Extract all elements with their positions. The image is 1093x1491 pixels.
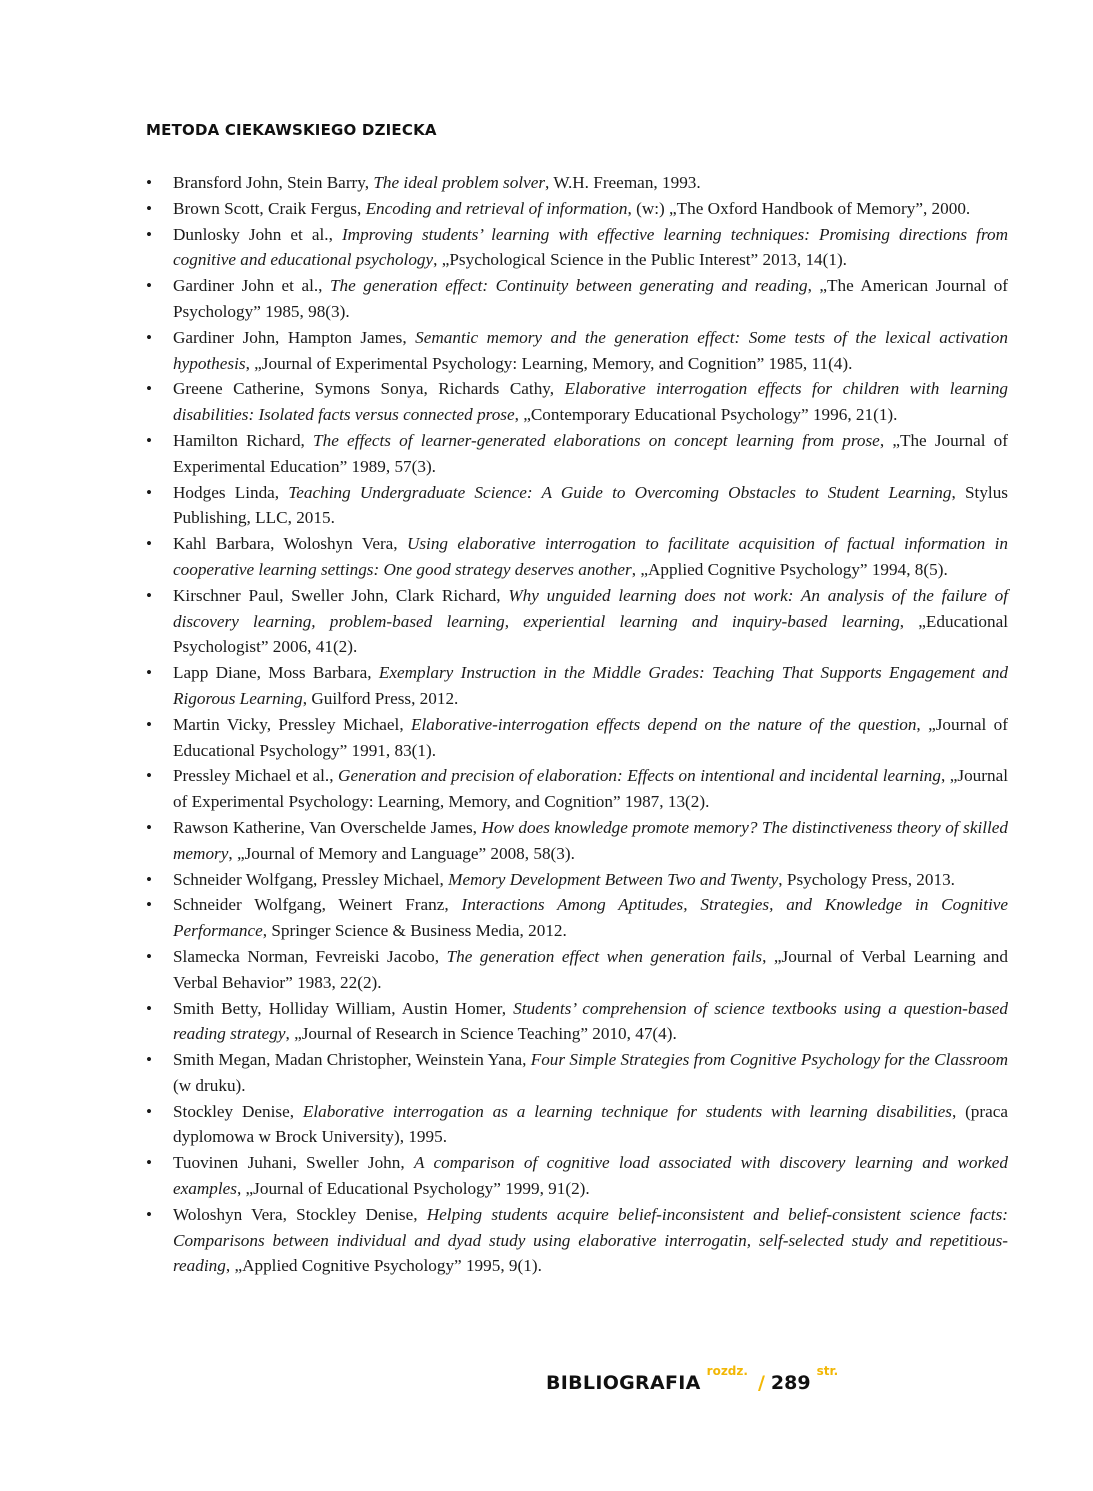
entry-authors: Hamilton Richard, xyxy=(173,430,314,450)
entry-authors: Slamecka Norman, Fevreiski Jacobo, xyxy=(173,946,447,966)
entry-title: The generation effect: Continuity between generating and reading xyxy=(329,276,808,296)
entry-publication: , „Journal of Experimental Psychology: Learning, Memory, and Cognition” 1985, 11(4). xyxy=(245,353,853,373)
bullet-icon: • xyxy=(146,173,153,192)
bibliography-entry xyxy=(146,660,1008,712)
entry-authors: Pressley Michael et al., xyxy=(173,766,339,786)
entry-title: Memory Development Between Two and Twenty xyxy=(448,869,779,889)
footer-label: BIBLIOGRAFIA xyxy=(546,1372,701,1394)
entry-publication: , Springer Science & Business Media, 2012. xyxy=(262,921,567,941)
bibliography-entry xyxy=(146,944,1008,996)
entry-authors: Stockley Denise, xyxy=(173,1101,303,1121)
bibliography-entry xyxy=(146,196,1008,222)
entry-authors: Hodges Linda, xyxy=(173,482,289,502)
bullet-icon: • xyxy=(146,869,153,889)
entry-authors: Rawson Katherine, Van Overschelde James, xyxy=(173,817,482,837)
entry-publication: , „Educational Psychologist” 2006, 41(2). xyxy=(173,611,1009,657)
bibliography-entry xyxy=(146,170,1008,196)
entry-title: Semantic memory and the generation effect: Some tests of the lexical activation hypothesis xyxy=(173,327,1008,373)
bibliography-entry xyxy=(146,867,1008,893)
bullet-icon: • xyxy=(146,379,153,399)
entry-title: Teaching Undergraduate Science: A Guide to Overcoming Obstacles to Student Learning xyxy=(288,482,952,502)
entry-title: Students’ comprehension of science textbooks using a question-based reading strategy xyxy=(173,998,1008,1044)
entry-authors: Martin Vicky, Pressley Michael, xyxy=(173,714,411,734)
bullet-icon: • xyxy=(146,1050,153,1070)
entry-authors: Bransford John, Stein Barry, xyxy=(173,173,374,192)
entry-publication: (w druku). xyxy=(173,1075,246,1095)
entry-publication: , Guilford Press, 2012. xyxy=(302,688,459,708)
entry-title: The generation effect when generation fails xyxy=(446,946,763,966)
page-number: 289 xyxy=(770,1372,811,1394)
entry-title: Four Simple Strategies from Cognitive Psychology for the Classroom xyxy=(530,1050,1008,1070)
entry-title: Generation and precision of elaboration: Effects on intentional and incidental learning xyxy=(338,766,941,786)
bibliography-entry xyxy=(146,325,1008,377)
bibliography-entry xyxy=(146,892,1008,944)
entry-title: A comparison of cognitive load associated with discovery learning and worked examples xyxy=(173,1153,1008,1199)
entry-authors: Schneider Wolfgang, Pressley Michael, xyxy=(173,869,449,889)
entry-title: How does knowledge promote memory? The distinctiveness theory of skilled memory xyxy=(173,817,1008,863)
bibliography-entry xyxy=(146,428,1008,480)
entry-publication: , W.H. Freeman, 1993. xyxy=(545,173,701,192)
bullet-icon: • xyxy=(146,482,153,502)
entry-authors: Smith Megan, Madan Christopher, Weinstein Yana, xyxy=(173,1050,531,1070)
bullet-icon: • xyxy=(146,946,153,966)
entry-authors: Kirschner Paul, Sweller John, Clark Richard, xyxy=(173,585,509,605)
bibliography-entry xyxy=(146,1047,1008,1099)
entry-publication: , (w:) „The Oxford Handbook of Memory”, 2000. xyxy=(627,198,971,218)
bibliography-entry xyxy=(146,815,1008,867)
entry-publication: , „Journal of Verbal Learning and Verbal Behavior” 1983, 22(2). xyxy=(173,946,1008,992)
bullet-icon: • xyxy=(146,1101,153,1121)
entry-title: Helping students acquire belief-inconsistent and belief-consistent science facts: Comparisons between individual and dyad study using elaborative interrogatin, self-selected study and repetitious-reading xyxy=(173,1204,1008,1276)
bibliography-entry xyxy=(146,376,1008,428)
entry-authors: Woloshyn Vera, Stockley Denise, xyxy=(173,1204,427,1224)
entry-title: Elaborative-interrogation effects depend on the nature of the question xyxy=(411,714,917,734)
section-title: METODA CIEKAWSKIEGO DZIECKA xyxy=(146,121,437,139)
bibliography-entry xyxy=(146,273,1008,325)
entry-authors: Smith Betty, Holliday William, Austin Homer, xyxy=(173,998,514,1018)
entry-title: Exemplary Instruction in the Middle Grades: Teaching That Supports Engagement and Rigorous Learning xyxy=(173,663,1009,708)
bibliography-entry xyxy=(146,712,1008,764)
bullet-icon: • xyxy=(146,998,153,1018)
entry-title: Elaborative interrogation as a learning technique for students with learning disabilities xyxy=(302,1101,952,1121)
entry-authors: Greene Catherine, Symons Sonya, Richards Cathy, xyxy=(173,379,565,399)
entry-publication: , „Applied Cognitive Psychology” 1994, 8(5). xyxy=(631,559,948,579)
entry-publication: , „Journal of Educational Psychology” 1991, 83(1). xyxy=(173,714,1009,760)
bibliography-entry xyxy=(146,1150,1008,1202)
entry-title: Interactions Among Aptitudes, Strategies, and Knowledge in Cognitive Performance xyxy=(173,895,1009,941)
entry-authors: Gardiner John et al., xyxy=(173,276,330,296)
entry-authors: Tuovinen Juhani, Sweller John, xyxy=(173,1153,414,1173)
page-superscript: str. xyxy=(816,1364,839,1378)
bullet-icon: • xyxy=(146,224,153,244)
bibliography-entry xyxy=(146,222,1008,274)
entry-publication: , „The American Journal of Psychology” 1985, 98(3). xyxy=(173,276,1009,321)
entry-title: The effects of learner-generated elaborations on concept learning from prose xyxy=(313,430,880,450)
entry-publication: , „Contemporary Educational Psychology” 1996, 21(1). xyxy=(514,405,898,425)
entry-title: Encoding and retrieval of information xyxy=(365,198,628,218)
entry-authors: Gardiner John, Hampton James, xyxy=(173,327,416,347)
bullet-icon: • xyxy=(146,1204,153,1224)
footer-slash: / xyxy=(757,1372,765,1394)
entry-authors: Schneider Wolfgang, Weinert Franz, xyxy=(173,895,462,915)
entry-title: The ideal problem solver xyxy=(373,173,546,192)
entry-title: Elaborative interrogation effects for children with learning disabilities: Isolated facts versus connected prose xyxy=(173,379,1009,425)
entry-publication: , Stylus Publishing, LLC, 2015. xyxy=(173,482,1008,528)
bullet-icon: • xyxy=(146,895,153,915)
bibliography-entry xyxy=(146,763,1008,815)
page-footer xyxy=(546,1364,839,1394)
entry-publication: , „Journal of Experimental Psychology: Learning, Memory, and Cognition” 1987, 13(2). xyxy=(173,766,1008,812)
entry-authors: Lapp Diane, Moss Barbara, xyxy=(173,663,379,683)
bullet-icon: • xyxy=(146,327,153,347)
entry-authors: Brown Scott, Craik Fergus, xyxy=(173,198,366,218)
bullet-icon: • xyxy=(146,766,153,786)
entry-publication: , „Journal of Memory and Language” 2008, 58(3). xyxy=(228,843,575,863)
entry-publication: , „Psychological Science in the Public Interest” 2013, 14(1). xyxy=(433,250,847,270)
bibliography-entry xyxy=(146,996,1008,1048)
entry-authors: Dunlosky John et al., xyxy=(173,224,342,244)
bibliography-entry xyxy=(146,1202,1008,1279)
entry-publication: , Psychology Press, 2013. xyxy=(778,869,955,889)
entry-publication: , „Applied Cognitive Psychology” 1995, 9(1). xyxy=(225,1256,542,1276)
bullet-icon: • xyxy=(146,198,153,218)
entry-publication: , „Journal of Research in Science Teaching” 2010, 47(4). xyxy=(285,1024,677,1044)
bibliography-entry xyxy=(146,1099,1008,1151)
bullet-icon: • xyxy=(146,714,153,734)
chapter-superscript: rozdz. xyxy=(706,1364,748,1378)
entry-publication: , „The Journal of Experimental Education” 1989, 57(3). xyxy=(173,430,1008,476)
bullet-icon: • xyxy=(146,534,153,554)
entry-title: Using elaborative interrogation to facilitate acquisition of factual information in cooperative learning settings: One good strategy deserves another xyxy=(173,534,1008,579)
bullet-icon: • xyxy=(146,276,153,296)
bibliography-entry xyxy=(146,480,1008,532)
entry-title: Why unguided learning does not work: An analysis of the failure of discovery learning, problem-based learning, experiential learning and inquiry-based learning xyxy=(173,585,1009,631)
bullet-icon: • xyxy=(146,817,153,837)
entry-publication: , „Journal of Educational Psychology” 1999, 91(2). xyxy=(236,1179,590,1199)
bullet-icon: • xyxy=(146,663,153,683)
bibliography-list xyxy=(146,170,1008,1279)
entry-title: Improving students’ learning with effective learning techniques: Promising directions from cognitive and educational psychology xyxy=(173,224,1009,270)
bullet-icon: • xyxy=(146,430,153,450)
entry-publication: , (praca dyplomowa w Brock University), 1995. xyxy=(173,1101,1008,1147)
bullet-icon: • xyxy=(146,585,153,605)
bibliography-entry xyxy=(146,531,1008,583)
entry-authors: Kahl Barbara, Woloshyn Vera, xyxy=(173,534,407,554)
bullet-icon: • xyxy=(146,1153,153,1173)
bibliography-entry xyxy=(146,583,1008,660)
